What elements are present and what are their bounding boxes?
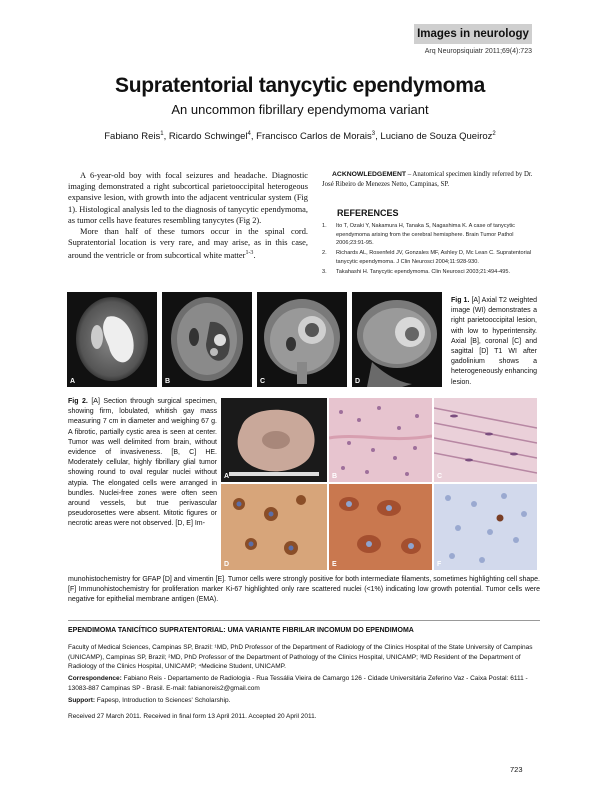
figure2-caption: Fig 2. [A] Section through surgical specimen, showing firm, lobulated, whitish gay mass measuring 7 cm in diameter and weighing 67 g. A fibrotic, partially cystic area is seen at center. Tumor was well delimited from brain, without evidence of invasiveness. [B, C] HE. Moderately cellular, highly fibrillary glial tumor showing round to oval regular nuclei without atypia. The elongated cells were arranged in bundles. Nuclei-free zones were often seen around vessels, but true perivascular pseudorosettes were absent. Mitotic figures or necrotic areas were not observed. [D, E] Im- <box>68 398 218 528</box>
mri-sagittal-t1-image <box>352 292 442 387</box>
figure1-images <box>67 292 442 387</box>
author: Fabiano Reis <box>104 131 161 143</box>
acknowledgement: ACKNOWLEDGEMENT – Anatomical specimen kindly referred by Dr. José Ribeiro de Menezes Netto, Campinas, SP. <box>322 171 533 188</box>
support: Support: Fapesp, Introduction to Sciences' Scholarship. <box>68 697 231 704</box>
mri-axial-t1-image <box>162 292 252 387</box>
author: Luciano de Souza Queiroz <box>380 131 493 143</box>
figure-panel-letter: F <box>437 561 442 568</box>
figure1-caption: Fig 1. [A] Axial T2 weighted image (WI) demonstrates a right parietooccipital lesion, with low to hyperintensity. Axial [B], coronal [C] and sagittal [D] T1 WI after gadolinium shows a heterogeneously enhancing lesion. <box>451 297 538 386</box>
correspondence: Correspondence: Fabiano Reis - Departamento de Radiologia - Rua Tessália Vieira de Camargo 126 - Cidade Universitária Zeferino Vaz - Caixa Postal: 6111 - 13083-887 Campinas SP - Brasil. E-mail: fabianoreis2@gmail.com <box>68 675 528 692</box>
body-text <box>68 170 308 261</box>
ki67-stain-image <box>434 484 537 570</box>
portuguese-title: EPENDIMOMA TANICÍTICO SUPRATENTORIAL: UMA VARIANTE FIBRILAR INCOMUM DO EPENDIMOMA <box>68 627 414 634</box>
section-banner: Images in neurology <box>414 24 532 44</box>
references-heading: REFERENCES <box>337 208 399 218</box>
figure-panel-letter: B <box>165 378 171 385</box>
affiliations: Faculty of Medical Sciences, Campinas SP, Brazil: ¹MD, PhD Professor of the Department of Radiology of the Clinics Hospital of the State University of Campinas (UNICAMP), Campinas SP, Brazil; ²MD, PhD Professor of the Department of Pathology of the Clinics Hospital, UNICAMP; ³MD Resident of the Department of Radiology of the Clinics Hospital, UNICAMP; ⁴Medicine Student, UNICAMP. <box>68 644 533 670</box>
figure2-caption-continued: munohistochemistry for GFAP [D] and vimentin [E]. Tumor cells were strongly positive for both intermediate filaments, sometimes highlighting cell shape. [F] Immunohistochemistry for proliferation marker Ki-67 highlighted only rare scattered nuclei (<1%) indicating low growth potential. Tumor cells were negative for epithelial membrane antigen (EMA). <box>68 576 540 604</box>
figure-panel-letter: A <box>224 473 230 480</box>
gfap-stain-image <box>221 484 327 570</box>
reference-item: 3. Takahashi H. Tanycytic ependymoma. Clin Neurosci 2003;21:494-495. <box>322 268 511 275</box>
body-paragraph: More than half of these tumors occur in the spinal cord. Supratentorial location is very rare, and may arise, as in this case, around the ventricle or from subcortical white matter$^{1-3}$. <box>68 227 308 261</box>
vimentin-stain-image <box>329 484 432 570</box>
figure-panel-letter: D <box>355 378 361 385</box>
he-stain-image-b <box>329 398 432 482</box>
figure-panel-letter: B <box>332 473 338 480</box>
author-affil: 4 <box>247 131 251 137</box>
mri-axial-t2-image <box>67 292 157 387</box>
article-subtitle: An uncommon fibrillary ependymoma variant <box>171 102 429 117</box>
author-affil: 2 <box>492 131 496 137</box>
figure-panel-letter: C <box>437 473 443 480</box>
he-stain-image-c <box>434 398 537 482</box>
body-paragraph: A 6-year-old boy with focal seizures and headache. Diagnostic imaging demonstrated a right subcortical parietooccipital heterogeous expansive lesion, with growth into the adjacent ventricular system (Fig 1). Histological analysis led to the diagnosis of tanycytic ependymoma, as tumor cells have features resembling tanycytes (Fig 2). <box>68 171 308 225</box>
figure-panel-letter: C <box>260 378 266 385</box>
figure-panel-letter: E <box>332 561 337 568</box>
journal-citation: Arq Neuropsiquiatr 2011;69(4):723 <box>424 48 532 55</box>
reference-list <box>322 222 540 278</box>
author: Francisco Carlos de Morais <box>256 131 372 143</box>
mri-coronal-t1-image <box>257 292 347 387</box>
author-affil: 1 <box>160 131 164 137</box>
author: Ricardo Schwingel <box>168 131 248 143</box>
figure-panel-letter: D <box>224 561 230 568</box>
divider <box>68 620 540 621</box>
page-number: 723 <box>510 765 523 774</box>
article-title: Supratentorial tanycytic ependymoma <box>115 74 485 97</box>
ack-label: ACKNOWLEDGEMENT <box>332 171 407 178</box>
author-list: Fabiano Reis$^1$, Ricardo Schwingel$^4$, Francisco Carlos de Morais$^3$, Luciano de Souza Queiroz$^2$ <box>104 131 496 143</box>
figure-panel-letter: A <box>70 378 76 385</box>
reference-item: 1. Ito T, Ozaki Y, Nakamura H, Tanaka S, Nagashima K. A case of tanycytic ependymoma arising from the cerebral hemisphere. Brain Tumor Pathol 2006;23:91-95. <box>322 223 515 247</box>
figure2-images <box>221 398 537 570</box>
author-affil: 3 <box>371 131 376 137</box>
received-dates: Received 27 March 2011. Received in final form 13 April 2011. Accepted 20 April 2011. <box>68 713 317 720</box>
gross-specimen-image <box>221 398 327 482</box>
reference-item: 2. Richards AL, Rosenfeld JV, Gonzales MF, Ashley D, Mc Lean C. Supratentorial tanycytic ependymoma. J Clin Neurosci 2004;11:928-930. <box>322 250 532 265</box>
